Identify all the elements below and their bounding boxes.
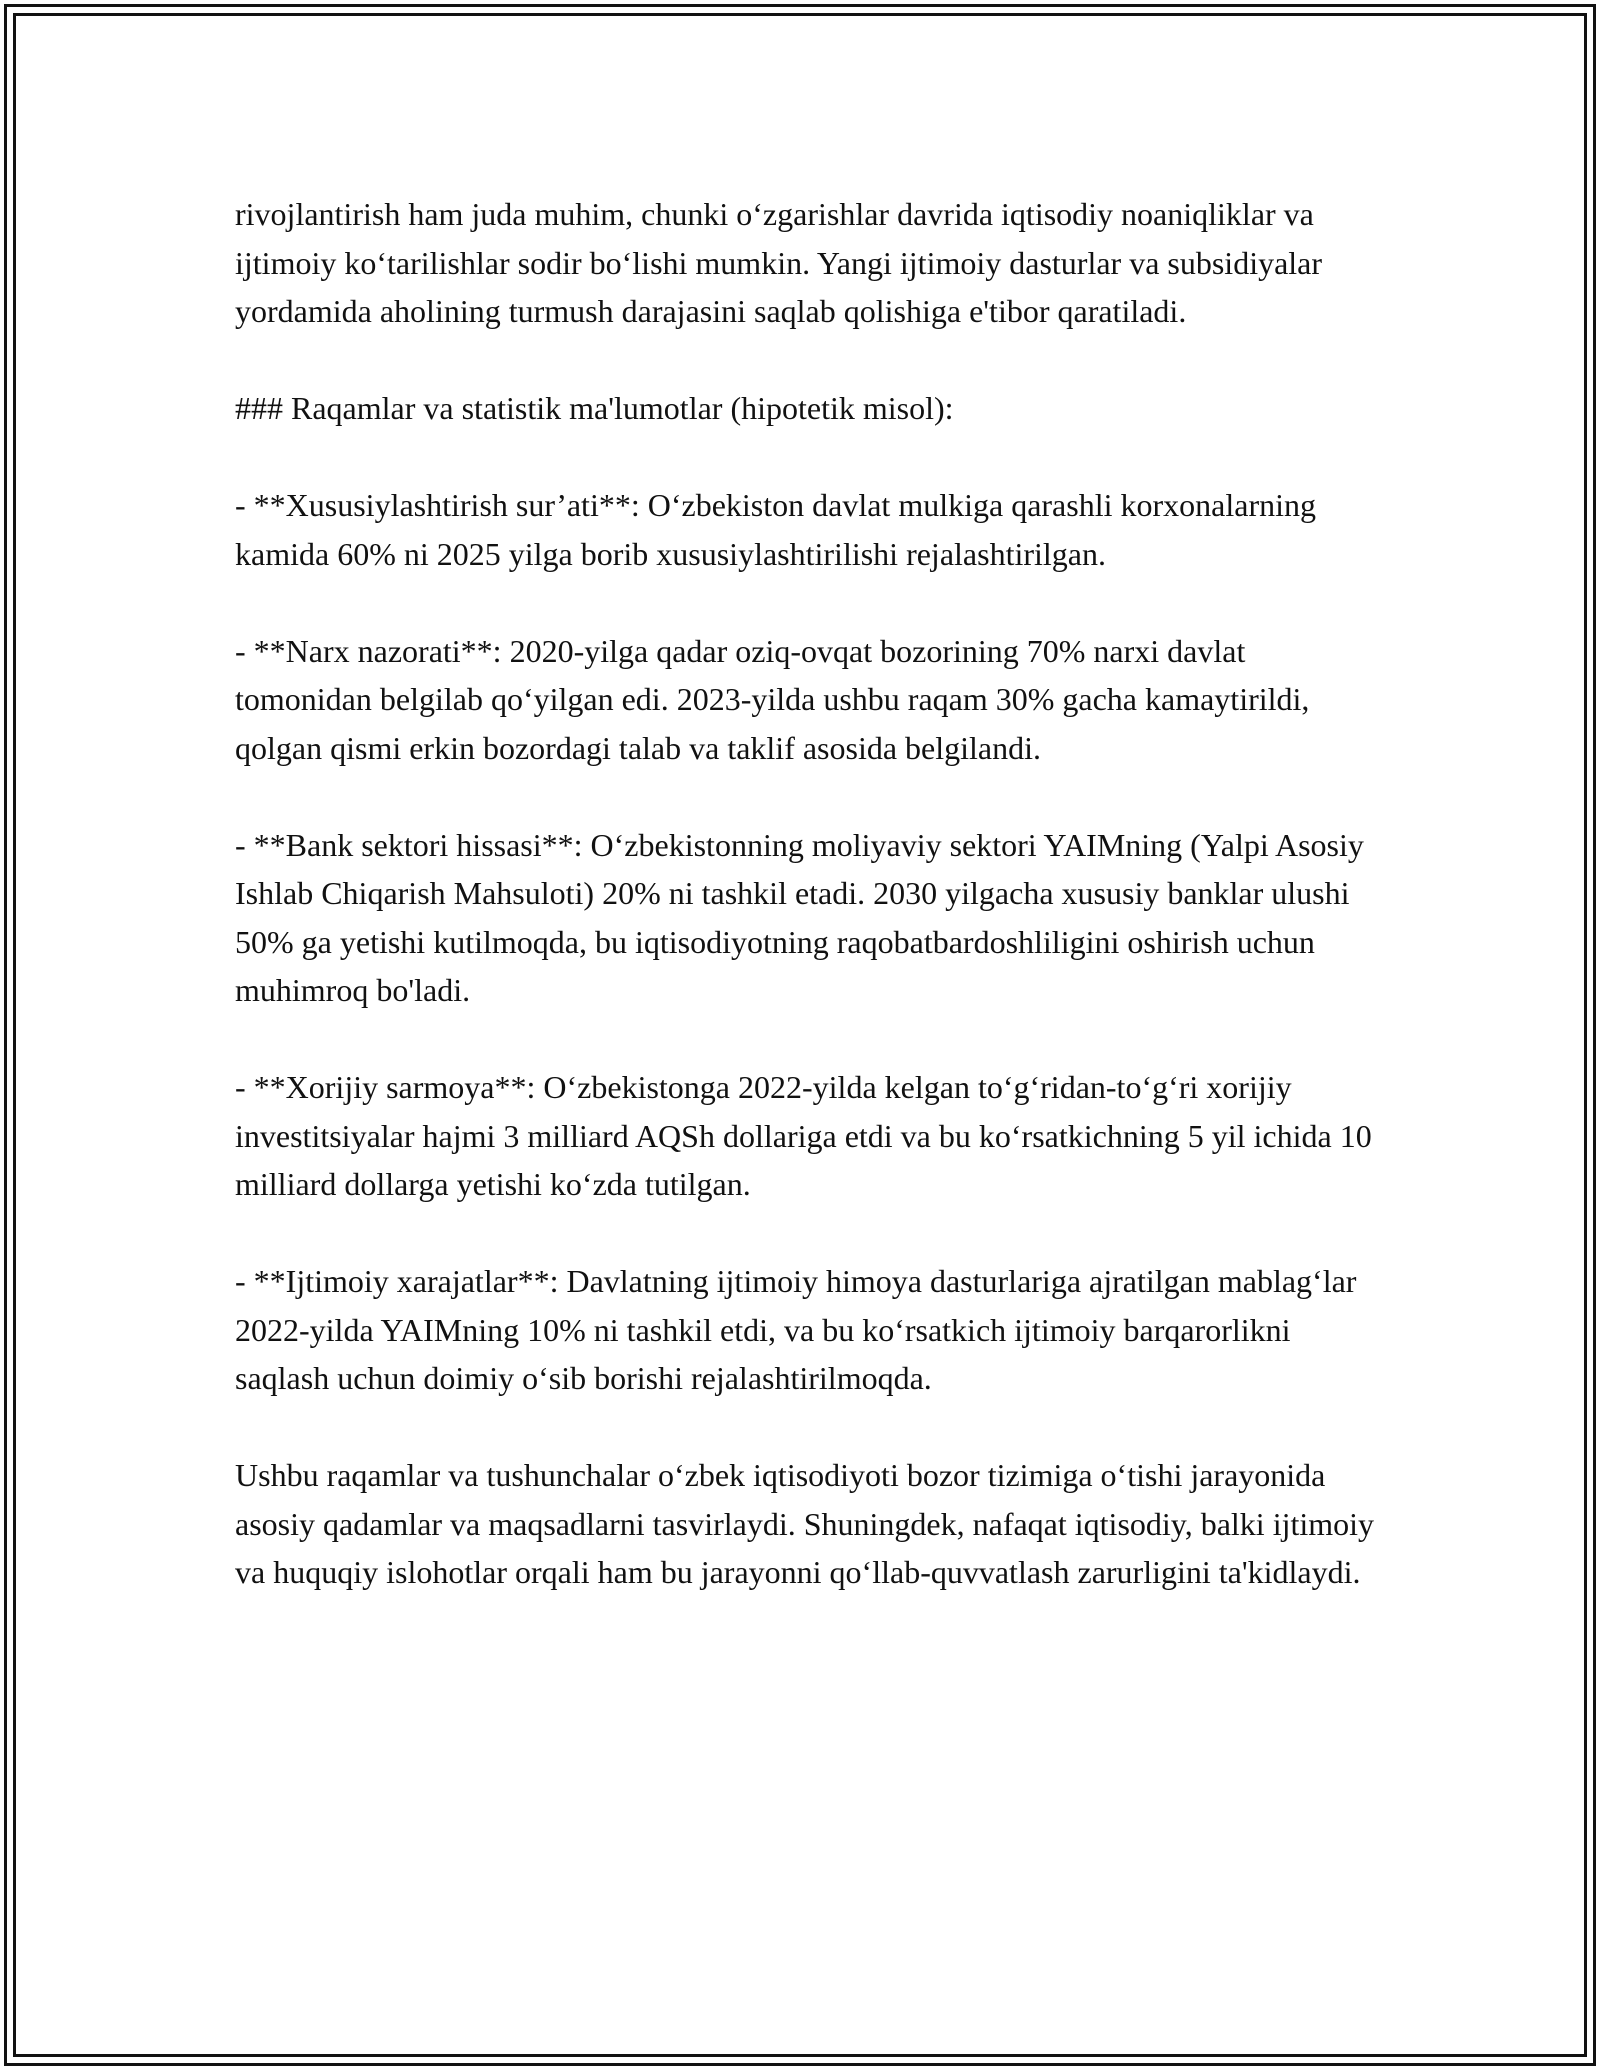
document-body [235,190,1385,1645]
paragraph-conclusion: Ushbu raqamlar va tushunchalar o‘zbek iqtisodiyoti bozor tizimiga o‘tishi jarayonida asosiy qadamlar va maqsadlarni tasvirlaydi. Shuningdek, nafaqat iqtisodiy, balki ijtimoiy va huquqiy islohotlar orqali ham bu jarayonni qo‘llab-quvvatlash zarurligini ta'kidlaydi. [235,1457,1375,1590]
list-item-bank-sector: - **Bank sektori hissasi**: O‘zbekistonning moliyaviy sektori YAIMning (Yalpi Asosiy Ishlab Chiqarish Mahsuloti) 20% ni tashkil etadi. 2030 yilgacha xususiy banklar ulushi 50% ga yetishi kutilmoqda, bu iqtisodiyotning raqobatbardoshliligini oshirish uchun muhimroq bo'ladi. [235,826,1364,1008]
paragraph-social-protection: rivojlantirish ham juda muhim, chunki o‘zgarishlar davrida iqtisodiy noaniqliklar va ijtimoiy ko‘tarilishlar sodir bo‘lishi mumkin. Yangi ijtimoiy dasturlar va subsidiyalar yordamida aholining turmush darajasini saqlab qolishiga e'tibor qaratiladi. [235,196,1323,329]
list-item-price-control: - **Narx nazorati**: 2020-yilga qadar oziq-ovqat bozorining 70% narxi davlat tomonidan belgilab qo‘yilgan edi. 2023-yilda ushbu raqam 30% gacha kamaytirildi, qolgan qismi erkin bozordagi talab va taklif asosida belgilandi. [235,632,1310,766]
list-item-foreign-investment: - **Xorijiy sarmoya**: O‘zbekistonga 2022-yilda kelgan to‘g‘ridan-to‘g‘ri xorijiy investitsiyalar hajmi 3 milliard AQSh dollariga etdi va bu ko‘rsatkichning 5 yil ichida 10 milliard dollarga yetishi ko‘zda tutilgan. [235,1069,1372,1202]
list-item-privatization: - **Xususiylashtirish sur’ati**: O‘zbekiston davlat mulkiga qarashli korxonalarning kamida 60% ni 2025 yilga borib xususiylashtirilishi rejalashtirilgan. [235,487,1316,572]
section-heading-statistics: ### Raqamlar va statistik ma'lumotlar (hipotetik misol): [235,390,954,426]
list-item-social-spending: - **Ijtimoiy xarajatlar**: Davlatning ijtimoiy himoya dasturlariga ajratilgan mablag‘lar 2022-yilda YAIMning 10% ni tashkil etdi, va bu ko‘rsatkich ijtimoiy barqarorlikni saqlash uchun doimiy o‘sib borishi rejalashtirilmoqda. [235,1263,1357,1396]
